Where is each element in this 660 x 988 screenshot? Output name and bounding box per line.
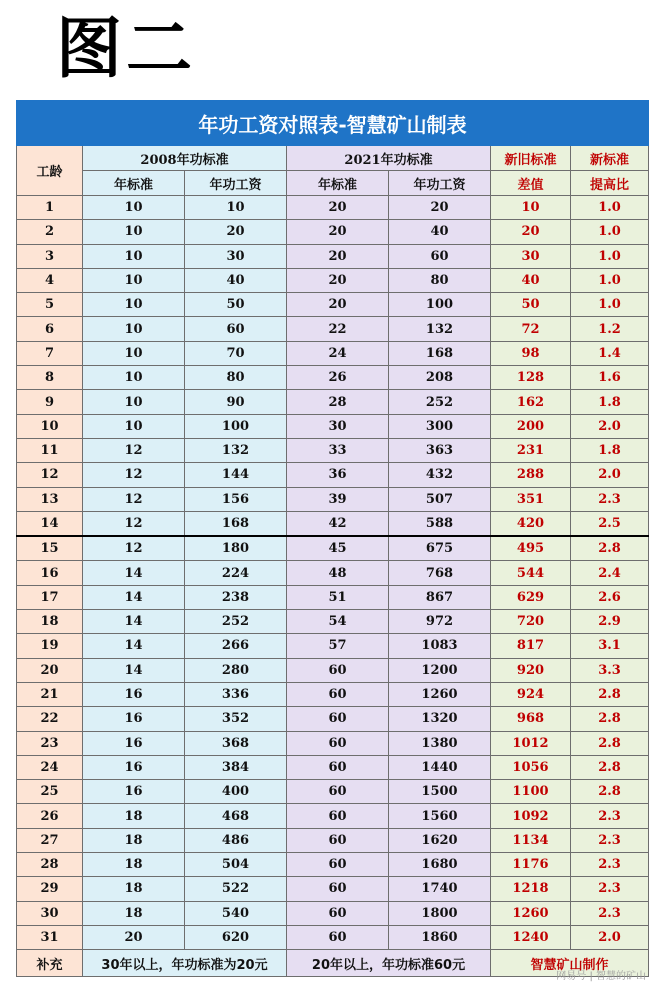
- cell-diff: 1100: [491, 780, 571, 804]
- cell-2021-wage: 40: [389, 220, 491, 244]
- cell-ratio: 2.8: [571, 707, 649, 731]
- table-row: [17, 293, 649, 317]
- cell-2008-standard: 12: [83, 511, 185, 536]
- cell-2021-wage: 252: [389, 390, 491, 414]
- footer-2008-note: 30年以上，年功标准为20元: [83, 950, 287, 977]
- cell-2021-standard: 39: [287, 487, 389, 511]
- cell-ratio: 1.8: [571, 438, 649, 462]
- cell-diff: 1240: [491, 925, 571, 949]
- cell-age: 12: [17, 463, 83, 487]
- cell-2021-standard: 22: [287, 317, 389, 341]
- cell-2008-wage: 400: [185, 780, 287, 804]
- cell-diff: 40: [491, 268, 571, 292]
- cell-2021-standard: 48: [287, 561, 389, 585]
- cell-ratio: 2.3: [571, 487, 649, 511]
- cell-age: 20: [17, 658, 83, 682]
- cell-ratio: 1.6: [571, 366, 649, 390]
- header-ratio-sub: 提高比: [571, 171, 649, 196]
- cell-2008-wage: 486: [185, 828, 287, 852]
- footer-label: 补充: [17, 950, 83, 977]
- cell-2008-standard: 18: [83, 853, 185, 877]
- cell-2021-wage: 972: [389, 610, 491, 634]
- cell-ratio: 1.0: [571, 220, 649, 244]
- cell-diff: 1092: [491, 804, 571, 828]
- cell-2021-standard: 60: [287, 901, 389, 925]
- cell-2021-wage: 80: [389, 268, 491, 292]
- cell-age: 16: [17, 561, 83, 585]
- cell-2021-wage: 507: [389, 487, 491, 511]
- table-row: [17, 780, 649, 804]
- cell-2008-standard: 14: [83, 561, 185, 585]
- footer-2021-note: 20年以上，年功标准60元: [287, 950, 491, 977]
- cell-age: 17: [17, 585, 83, 609]
- cell-diff: 1176: [491, 853, 571, 877]
- cell-2021-wage: 1740: [389, 877, 491, 901]
- cell-age: 25: [17, 780, 83, 804]
- table-row: [17, 755, 649, 779]
- cell-ratio: 2.0: [571, 463, 649, 487]
- cell-2008-wage: 368: [185, 731, 287, 755]
- cell-diff: 30: [491, 244, 571, 268]
- cell-ratio: 3.3: [571, 658, 649, 682]
- cell-2008-standard: 10: [83, 196, 185, 220]
- cell-2008-wage: 144: [185, 463, 287, 487]
- cell-2008-wage: 224: [185, 561, 287, 585]
- cell-age: 23: [17, 731, 83, 755]
- cell-2021-wage: 1380: [389, 731, 491, 755]
- cell-2008-standard: 14: [83, 658, 185, 682]
- cell-2008-wage: 336: [185, 682, 287, 706]
- cell-diff: 351: [491, 487, 571, 511]
- cell-2021-wage: 1560: [389, 804, 491, 828]
- page-title: 图二: [56, 10, 196, 87]
- cell-2008-standard: 10: [83, 366, 185, 390]
- cell-2021-wage: 1440: [389, 755, 491, 779]
- cell-2021-wage: 588: [389, 511, 491, 536]
- table-row: [17, 511, 649, 536]
- table-row: [17, 901, 649, 925]
- cell-2008-standard: 12: [83, 463, 185, 487]
- cell-2021-standard: 60: [287, 658, 389, 682]
- cell-2008-wage: 540: [185, 901, 287, 925]
- cell-2021-standard: 60: [287, 804, 389, 828]
- cell-ratio: 2.8: [571, 682, 649, 706]
- cell-2021-standard: 60: [287, 828, 389, 852]
- cell-age: 4: [17, 268, 83, 292]
- cell-2021-wage: 1260: [389, 682, 491, 706]
- cell-2008-wage: 100: [185, 414, 287, 438]
- cell-2021-wage: 100: [389, 293, 491, 317]
- cell-diff: 817: [491, 634, 571, 658]
- cell-2008-wage: 620: [185, 925, 287, 949]
- cell-2008-standard: 18: [83, 901, 185, 925]
- cell-2008-wage: 80: [185, 366, 287, 390]
- table-row: [17, 196, 649, 220]
- header-2008-standard: 年标准: [83, 171, 185, 196]
- header-2021-wage: 年功工资: [389, 171, 491, 196]
- cell-ratio: 2.3: [571, 877, 649, 901]
- cell-2021-standard: 60: [287, 707, 389, 731]
- cell-diff: 1260: [491, 901, 571, 925]
- cell-age: 30: [17, 901, 83, 925]
- cell-2021-wage: 1083: [389, 634, 491, 658]
- cell-ratio: 2.8: [571, 780, 649, 804]
- cell-diff: 72: [491, 317, 571, 341]
- cell-2021-wage: 1620: [389, 828, 491, 852]
- cell-2008-wage: 90: [185, 390, 287, 414]
- cell-2021-standard: 60: [287, 755, 389, 779]
- cell-2008-standard: 16: [83, 682, 185, 706]
- cell-2008-wage: 468: [185, 804, 287, 828]
- cell-2008-wage: 180: [185, 536, 287, 561]
- cell-2008-standard: 14: [83, 610, 185, 634]
- cell-2008-standard: 10: [83, 268, 185, 292]
- header-diff: 新旧标准: [491, 146, 571, 171]
- header-2008-wage: 年功工资: [185, 171, 287, 196]
- cell-2008-wage: 522: [185, 877, 287, 901]
- cell-2021-wage: 1320: [389, 707, 491, 731]
- cell-2021-standard: 20: [287, 244, 389, 268]
- cell-age: 13: [17, 487, 83, 511]
- cell-diff: 231: [491, 438, 571, 462]
- cell-2008-standard: 10: [83, 414, 185, 438]
- cell-2021-wage: 363: [389, 438, 491, 462]
- table-row: [17, 414, 649, 438]
- cell-2021-wage: 1800: [389, 901, 491, 925]
- cell-2021-wage: 768: [389, 561, 491, 585]
- cell-ratio: 1.8: [571, 390, 649, 414]
- cell-2021-wage: 300: [389, 414, 491, 438]
- header-2008-group: 2008年功标准: [83, 146, 287, 171]
- cell-ratio: 2.4: [571, 561, 649, 585]
- cell-2021-standard: 42: [287, 511, 389, 536]
- cell-2008-standard: 10: [83, 220, 185, 244]
- cell-age: 18: [17, 610, 83, 634]
- cell-2008-wage: 352: [185, 707, 287, 731]
- cell-2008-standard: 18: [83, 877, 185, 901]
- cell-ratio: 2.9: [571, 610, 649, 634]
- cell-diff: 1012: [491, 731, 571, 755]
- cell-diff: 544: [491, 561, 571, 585]
- table-row: [17, 634, 649, 658]
- cell-2008-wage: 156: [185, 487, 287, 511]
- cell-2021-wage: 867: [389, 585, 491, 609]
- cell-2021-standard: 57: [287, 634, 389, 658]
- cell-2008-standard: 16: [83, 731, 185, 755]
- cell-diff: 495: [491, 536, 571, 561]
- cell-2021-standard: 45: [287, 536, 389, 561]
- cell-diff: 20: [491, 220, 571, 244]
- table-row: [17, 658, 649, 682]
- cell-2021-standard: 60: [287, 853, 389, 877]
- table-row: [17, 268, 649, 292]
- cell-diff: 98: [491, 341, 571, 365]
- table-row: [17, 366, 649, 390]
- cell-2021-standard: 20: [287, 293, 389, 317]
- cell-2021-standard: 54: [287, 610, 389, 634]
- cell-2008-wage: 280: [185, 658, 287, 682]
- header-diff-sub: 差值: [491, 171, 571, 196]
- cell-2021-wage: 132: [389, 317, 491, 341]
- cell-2008-wage: 40: [185, 268, 287, 292]
- cell-age: 11: [17, 438, 83, 462]
- cell-ratio: 1.0: [571, 293, 649, 317]
- cell-2021-wage: 168: [389, 341, 491, 365]
- cell-2021-wage: 60: [389, 244, 491, 268]
- cell-diff: 1134: [491, 828, 571, 852]
- cell-diff: 720: [491, 610, 571, 634]
- table-row: [17, 682, 649, 706]
- cell-2021-wage: 1200: [389, 658, 491, 682]
- cell-2008-standard: 10: [83, 390, 185, 414]
- cell-2008-wage: 70: [185, 341, 287, 365]
- cell-diff: 288: [491, 463, 571, 487]
- cell-age: 24: [17, 755, 83, 779]
- footer-credit: 智慧矿山制作: [491, 950, 649, 977]
- header-age: 工龄: [17, 146, 83, 196]
- cell-age: 28: [17, 853, 83, 877]
- cell-ratio: 1.0: [571, 244, 649, 268]
- cell-age: 6: [17, 317, 83, 341]
- table-row: [17, 487, 649, 511]
- cell-2008-standard: 12: [83, 487, 185, 511]
- cell-2008-wage: 30: [185, 244, 287, 268]
- cell-age: 14: [17, 511, 83, 536]
- table-row: [17, 610, 649, 634]
- cell-2008-standard: 14: [83, 585, 185, 609]
- cell-diff: 1056: [491, 755, 571, 779]
- cell-2021-wage: 432: [389, 463, 491, 487]
- table-row: [17, 536, 649, 561]
- table-row: [17, 463, 649, 487]
- cell-2021-standard: 36: [287, 463, 389, 487]
- cell-ratio: 2.8: [571, 755, 649, 779]
- cell-ratio: 3.1: [571, 634, 649, 658]
- watermark: 网易号 | 智慧的矿山: [556, 971, 646, 982]
- cell-2008-standard: 10: [83, 293, 185, 317]
- cell-2021-standard: 33: [287, 438, 389, 462]
- cell-2008-standard: 12: [83, 536, 185, 561]
- cell-2008-wage: 10: [185, 196, 287, 220]
- cell-2008-standard: 18: [83, 828, 185, 852]
- cell-age: 21: [17, 682, 83, 706]
- table-row: [17, 341, 649, 365]
- cell-ratio: 2.3: [571, 901, 649, 925]
- cell-2021-standard: 30: [287, 414, 389, 438]
- cell-ratio: 1.2: [571, 317, 649, 341]
- cell-2021-wage: 20: [389, 196, 491, 220]
- cell-2008-standard: 16: [83, 755, 185, 779]
- cell-2008-standard: 16: [83, 707, 185, 731]
- table-row: [17, 561, 649, 585]
- cell-2021-standard: 28: [287, 390, 389, 414]
- cell-2008-wage: 266: [185, 634, 287, 658]
- table-row: [17, 731, 649, 755]
- cell-age: 8: [17, 366, 83, 390]
- table-title: 年功工资对照表-智慧矿山制表: [17, 101, 649, 146]
- cell-2021-wage: 1680: [389, 853, 491, 877]
- table-row: [17, 585, 649, 609]
- wage-table-sheet: [16, 100, 648, 977]
- cell-ratio: 2.3: [571, 804, 649, 828]
- cell-2021-standard: 60: [287, 925, 389, 949]
- cell-2008-standard: 18: [83, 804, 185, 828]
- cell-2021-standard: 20: [287, 196, 389, 220]
- cell-age: 15: [17, 536, 83, 561]
- cell-diff: 1218: [491, 877, 571, 901]
- cell-age: 5: [17, 293, 83, 317]
- cell-diff: 128: [491, 366, 571, 390]
- cell-age: 1: [17, 196, 83, 220]
- table-row: [17, 804, 649, 828]
- cell-2021-standard: 60: [287, 731, 389, 755]
- cell-ratio: 2.0: [571, 414, 649, 438]
- cell-2021-standard: 20: [287, 268, 389, 292]
- cell-ratio: 2.6: [571, 585, 649, 609]
- cell-diff: 10: [491, 196, 571, 220]
- cell-age: 19: [17, 634, 83, 658]
- cell-age: 9: [17, 390, 83, 414]
- header-ratio: 新标准: [571, 146, 649, 171]
- cell-diff: 920: [491, 658, 571, 682]
- cell-diff: 629: [491, 585, 571, 609]
- cell-ratio: 2.8: [571, 536, 649, 561]
- cell-diff: 924: [491, 682, 571, 706]
- table-row: [17, 853, 649, 877]
- cell-ratio: 2.5: [571, 511, 649, 536]
- cell-ratio: 2.0: [571, 925, 649, 949]
- cell-2008-standard: 14: [83, 634, 185, 658]
- cell-ratio: 2.3: [571, 828, 649, 852]
- cell-2021-standard: 24: [287, 341, 389, 365]
- cell-2021-standard: 20: [287, 220, 389, 244]
- cell-age: 2: [17, 220, 83, 244]
- cell-2008-standard: 10: [83, 317, 185, 341]
- cell-ratio: 1.0: [571, 268, 649, 292]
- cell-2021-standard: 60: [287, 877, 389, 901]
- cell-diff: 420: [491, 511, 571, 536]
- header-2021-group: 2021年功标准: [287, 146, 491, 171]
- cell-age: 7: [17, 341, 83, 365]
- table-row: [17, 244, 649, 268]
- cell-2008-wage: 504: [185, 853, 287, 877]
- table-row: [17, 438, 649, 462]
- cell-age: 29: [17, 877, 83, 901]
- cell-2008-wage: 252: [185, 610, 287, 634]
- cell-2008-wage: 60: [185, 317, 287, 341]
- cell-2008-standard: 12: [83, 438, 185, 462]
- cell-2008-wage: 168: [185, 511, 287, 536]
- cell-2008-standard: 20: [83, 925, 185, 949]
- table-row: [17, 707, 649, 731]
- cell-2008-standard: 16: [83, 780, 185, 804]
- cell-age: 22: [17, 707, 83, 731]
- table-row: [17, 390, 649, 414]
- table-row: [17, 828, 649, 852]
- cell-2021-standard: 60: [287, 682, 389, 706]
- cell-2008-standard: 10: [83, 244, 185, 268]
- cell-2008-wage: 384: [185, 755, 287, 779]
- cell-2008-wage: 20: [185, 220, 287, 244]
- cell-ratio: 2.8: [571, 731, 649, 755]
- cell-2008-standard: 10: [83, 341, 185, 365]
- table-row: [17, 220, 649, 244]
- table-row: [17, 925, 649, 949]
- cell-age: 27: [17, 828, 83, 852]
- cell-2008-wage: 238: [185, 585, 287, 609]
- cell-2021-wage: 675: [389, 536, 491, 561]
- cell-2008-wage: 132: [185, 438, 287, 462]
- cell-2021-wage: 1860: [389, 925, 491, 949]
- table-row: [17, 877, 649, 901]
- cell-2021-wage: 208: [389, 366, 491, 390]
- cell-2021-standard: 60: [287, 780, 389, 804]
- cell-diff: 968: [491, 707, 571, 731]
- cell-age: 3: [17, 244, 83, 268]
- header-2021-standard: 年标准: [287, 171, 389, 196]
- cell-2008-wage: 50: [185, 293, 287, 317]
- cell-2021-wage: 1500: [389, 780, 491, 804]
- cell-age: 10: [17, 414, 83, 438]
- cell-2021-standard: 51: [287, 585, 389, 609]
- wage-comparison-table: [16, 100, 649, 977]
- cell-diff: 200: [491, 414, 571, 438]
- cell-age: 26: [17, 804, 83, 828]
- cell-age: 31: [17, 925, 83, 949]
- cell-2021-standard: 26: [287, 366, 389, 390]
- cell-diff: 162: [491, 390, 571, 414]
- cell-ratio: 2.3: [571, 853, 649, 877]
- cell-ratio: 1.4: [571, 341, 649, 365]
- cell-diff: 50: [491, 293, 571, 317]
- cell-ratio: 1.0: [571, 196, 649, 220]
- table-row: [17, 317, 649, 341]
